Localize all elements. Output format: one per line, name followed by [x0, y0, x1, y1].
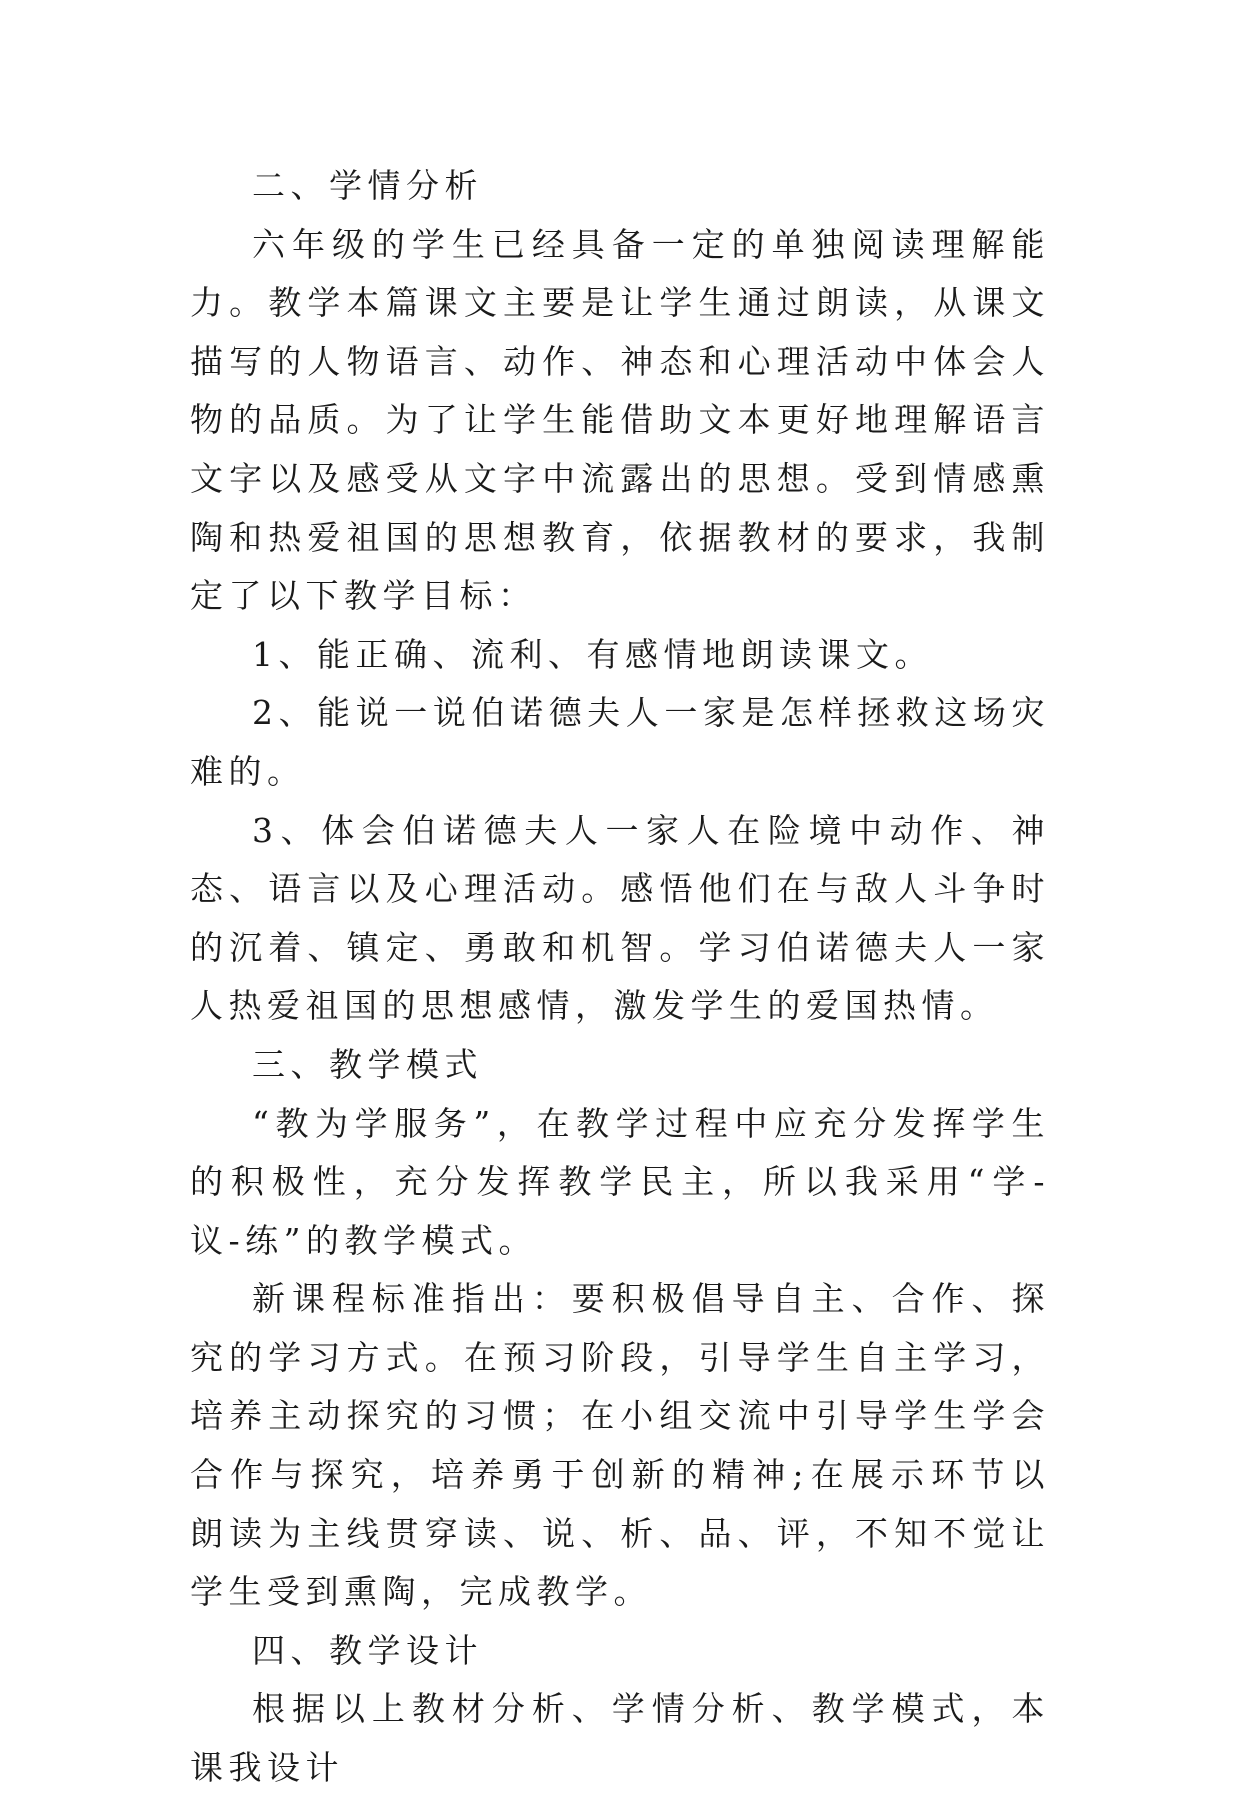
- paragraph: 2、能说一说伯诺德夫人一家是怎样拯救这场灾难的。: [190, 693, 1050, 791]
- paragraph: 根据以上教材分析、学情分析、教学模式，本课我设计: [190, 1689, 1050, 1788]
- section-heading: 二、学情分析: [252, 166, 483, 205]
- paragraph: “教为学服务”，在教学过程中应充分发挥学生的积极性，充分发挥教学民主，所以我采用“学-议-练”的教学模式。: [190, 1103, 1050, 1260]
- paragraph: 六年级的学生已经具备一定的单独阅读理解能力。教学本篇课文主要是让学生通过朗读，从课文描写的人物语言、动作、神态和心理活动中体会人物的品质。为了让学生能借助文本更好地理解语言文字以及感受从文字中流露出的思想。受到情感熏陶和热爱祖国的思想教育，依据教材的要求，我制定了以下教学目标：: [190, 224, 1050, 616]
- document-body: [190, 157, 1050, 1798]
- paragraph: 新课程标准指出：要积极倡导自主、合作、探究的学习方式。在预习阶段，引导学生自主学习，培养主动探究的习惯；在小组交流中引导学生学会合作与探究，培养勇于创新的精神;在展示环节以朗读为主线贯穿读、说、析、品、评，不知不觉让学生受到熏陶，完成教学。: [190, 1279, 1050, 1612]
- section-heading: 四、教学设计: [252, 1630, 483, 1670]
- paragraph: 3、体会伯诺德夫人一家人在险境中动作、神态、语言以及心理活动。感悟他们在与敌人斗争时的沉着、镇定、勇敢和机智。学习伯诺德夫人一家人热爱祖国的思想感情，激发学生的爱国热情。: [190, 810, 1050, 1026]
- section-heading: 三、教学模式: [252, 1044, 483, 1084]
- paragraph: 1、能正确、流利、有感情地朗读课文。: [252, 634, 933, 674]
